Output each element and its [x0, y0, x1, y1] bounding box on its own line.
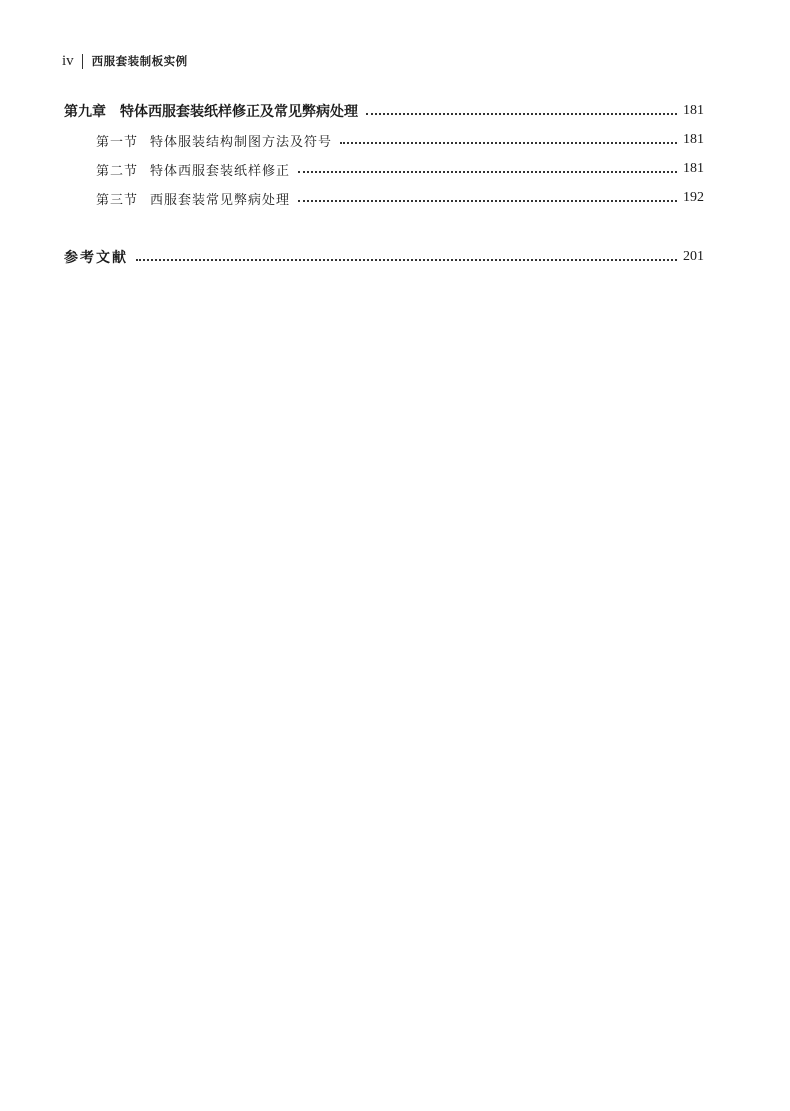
header-divider — [82, 54, 83, 69]
section-title: 特体服装结构制图方法及符号 — [150, 134, 333, 150]
toc-section-entry[interactable] — [96, 159, 704, 179]
chapter-page-number: 181 — [683, 103, 704, 118]
chapter-label — [64, 101, 358, 121]
page-number: iv — [62, 52, 74, 69]
dot-leader — [298, 171, 677, 173]
toc-section-entry[interactable] — [96, 188, 704, 208]
dot-leader — [366, 113, 677, 115]
dot-leader — [136, 259, 677, 261]
section-title: 特体西服套装纸样修正 — [150, 163, 291, 179]
dot-leader — [298, 200, 677, 202]
references-page-number: 201 — [683, 249, 704, 264]
references-title: 参考文献 — [64, 250, 128, 266]
section-label — [96, 160, 290, 179]
book-title: 西服套装制板实例 — [91, 54, 188, 68]
section-label — [96, 131, 332, 150]
section-number: 第一节 — [96, 134, 139, 150]
section-page-number: 181 — [683, 161, 704, 176]
section-title: 西服套装常见弊病处理 — [150, 192, 291, 208]
section-label — [96, 189, 290, 208]
dot-leader — [340, 142, 677, 144]
section-number: 第二节 — [96, 163, 139, 179]
section-page-number: 181 — [683, 132, 704, 147]
section-number: 第三节 — [96, 192, 139, 208]
section-page-number: 192 — [683, 190, 704, 205]
chapter-number: 第九章 — [64, 104, 106, 120]
toc-chapter-entry[interactable] — [64, 101, 704, 121]
toc-references-entry[interactable] — [64, 247, 704, 267]
running-head — [62, 52, 188, 70]
toc-section-entry[interactable] — [96, 130, 704, 150]
chapter-title: 特体西服套装纸样修正及常见弊病处理 — [120, 104, 358, 120]
